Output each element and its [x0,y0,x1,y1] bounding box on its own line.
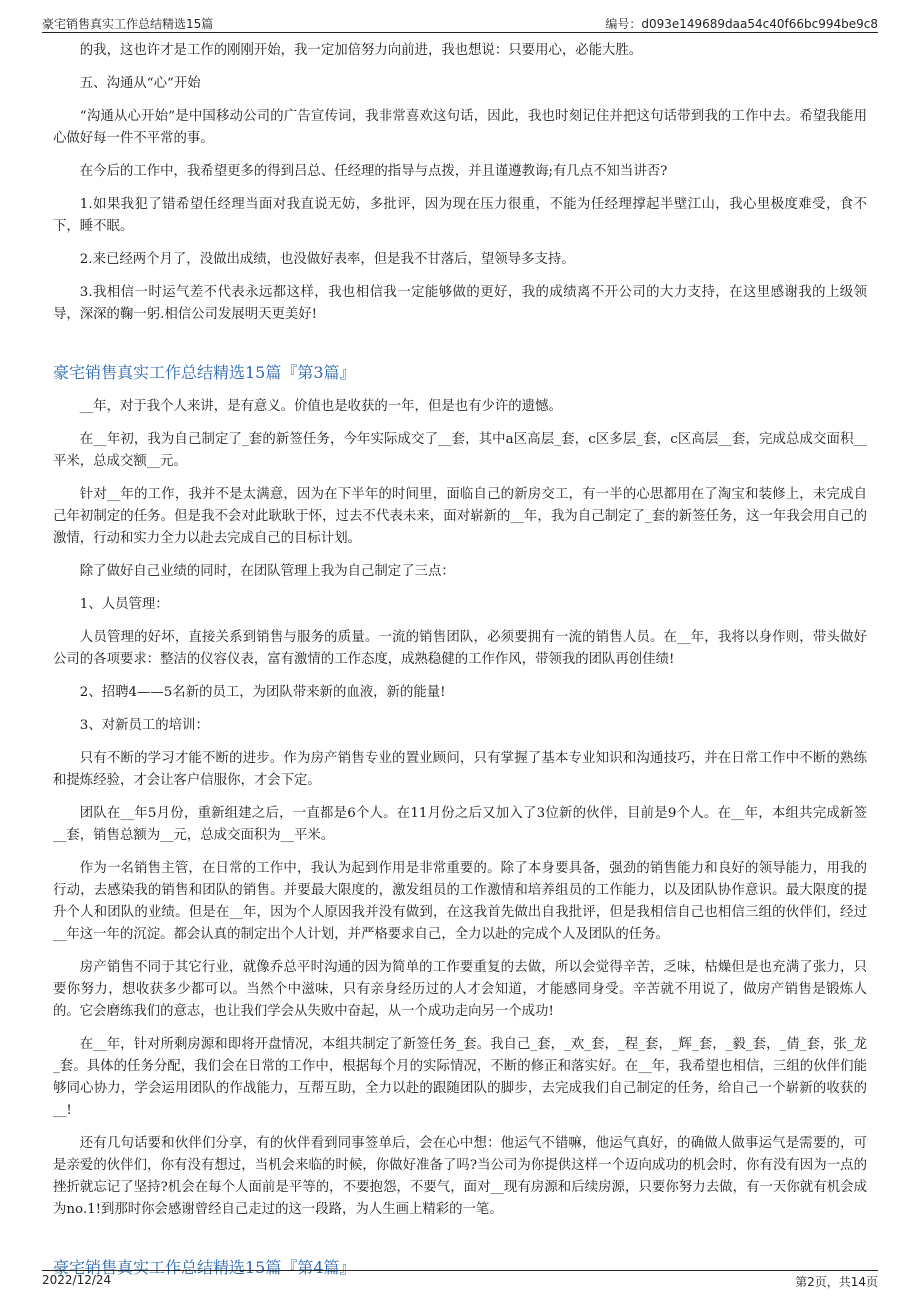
section-heading-4: 豪宅销售真实工作总结精选15篇『第4篇』 [53,1258,356,1277]
paragraph: 在今后的工作中，我希望更多的得到吕总、任经理的指导与点拨，并且谨遵教诲;有几点不知当讲否? [79,164,668,179]
paragraph: 除了做好自己业绩的同时，在团队管理上我为自己制定了三点： [79,564,455,579]
list-item-heading: 2、招聘4——5名新的员工，为团队带来新的血液，新的能量! [79,685,446,700]
list-item-heading: 1、人员管理： [79,597,169,612]
page-number: 第2页，共14页 [795,1275,878,1289]
paragraph: 还有几句话要和伙伴们分享，有的伙伴看到同事签单后，会在心中想：他运气不错嘛，他运气真好，的确做人做事运气是需要的，可是亲爱的伙伴们，你有没有想过，当机会来临的时候，你做好准备了吗?当公司为你提供这样一个迈向成功的机会时，你有没有因为一点的挫折就忘记了坚持?机会在每个人面前是平等的，不要抱怨，不要气，面对__现有房源和后续房源，只要你努力去做，有一天你就有机会成为no.1!到那时你会感谢曾经自己走过的这一段路，为人生画上精彩的一笔。 [53,1136,867,1217]
paragraph: 在__年，针对所剩房源和即将开盘情况，本组共制定了新签任务_套。我自己_套，_欢_套，_程_套，_辉_套，_毅_套，_倩_套，张_龙_套。具体的任务分配，我们会在日常的工作中，根据每个月的实际情况，不断的修正和落实好。在__年，我希望也相信，三组的伙伴们能够同心协力，学会运用团队的作战能力，互帮互助，全力以赴的跟随团队的脚步，去完成我们自己制定的任务，给自己一个崭新的收获的__! [53,1037,867,1118]
paragraph: 人员管理的好坏，直接关系到销售与服务的质量。一流的销售团队，必须要拥有一流的销售人员。在__年，我将以身作则，带头做好公司的各项要求：整洁的仪容仪表，富有激情的工作态度，成熟稳健的工作作风，带领我的团队再创佳绩! [53,630,867,667]
paragraph: “沟通从心开始”是中国移动公司的广告宣传词，我非常喜欢这句话，因此，我也时刻记住并把这句话带到我的工作中去。希望我能用心做好每一件不平常的事。 [53,109,867,146]
paragraph: 3.我相信一时运气差不代表永远都这样，我也相信我一定能够做的更好，我的成绩离不开公司的大力支持，在这里感谢我的上级领导，深深的鞠一躬.相信公司发展明天更美好! [53,285,867,322]
page-header [42,12,878,33]
document-id: 编号：d093e149689daa54c40f66bc994be9c8 [605,17,878,31]
document-body [53,40,867,1291]
section-heading-3: 豪宅销售真实工作总结精选15篇『第3篇』 [53,363,356,382]
document-title: 豪宅销售真实工作总结精选15篇 [42,17,214,31]
paragraph: 1.如果我犯了错希望任经理当面对我直说无妨，多批评，因为现在压力很重，不能为任经理撑起半壁江山，我心里极度难受，食不下，睡不眠。 [53,197,867,234]
paragraph: 只有不断的学习才能不断的进步。作为房产销售专业的置业顾问，只有掌握了基本专业知识和沟通技巧，并在日常工作中不断的熟练和提炼经验，才会让客户信服你，才会下定。 [53,751,867,788]
paragraph: __年，对于我个人来讲，是有意义。价值也是收获的一年，但是也有少许的遗憾。 [79,399,562,414]
paragraph: 团队在__年5月份，重新组建之后，一直都是6个人。在11月份之后又加入了3位新的伙伴，目前是9个人。在__年，本组共完成新签__套，销售总额为__元，总成交面积为__平米。 [53,806,867,843]
paragraph: 2.来已经两个月了，没做出成绩，也没做好表率，但是我不甘落后，望领导多支持。 [79,252,575,267]
paragraph: 房产销售不同于其它行业，就像乔总平时沟通的因为简单的工作要重复的去做，所以会觉得辛苦，乏味，枯燥但是也充满了张力，只要你努力，想收获多少都可以。当然个中滋味，只有亲身经历过的人才会知道，才能感同身受。辛苦就不用说了，做房产销售是锻炼人的。它会磨练我们的意志，也让我们学会从失败中奋起，从一个成功走向另一个成功! [53,960,867,1019]
paragraph: 针对__年的工作，我并不是太满意，因为在下半年的时间里，面临自己的新房交工，有一半的心思都用在了淘宝和装修上，未完成自己年初制定的任务。但是我不会对此耿耿于怀，过去不代表未来，面对崭新的__年，我为自己制定了_套的新签任务，这一年我会用自己的激情，行动和实力全力以赴去完成自己的目标计划。 [53,487,867,546]
list-item-heading: 3、对新员工的培训： [79,718,209,733]
footer-date: 2022/12/24 [42,1273,112,1287]
paragraph: 在__年初，我为自己制定了_套的新签任务，今年实际成交了__套，其中a区高层_套，c区多层_套，c区高层__套，完成总成交面积__平米，总成交额__元。 [53,432,867,469]
page-footer [42,1270,878,1289]
section-subheading: 五、沟通从“心”开始 [79,76,201,91]
paragraph: 作为一名销售主管，在日常的工作中，我认为起到作用是非常重要的。除了本身要具备，强劲的销售能力和良好的领导能力，用我的行动，去感染我的销售和团队的销售。并要最大限度的，激发组员的工作激情和培养组员的工作能力，以及团队协作意识。最大限度的提升个人和团队的业绩。但是在__年，因为个人原因我并没有做到，在这我首先做出自我批评，但是我相信自己也相信三组的伙伴们，经过__年这一年的沉淀。都会认真的制定出个人计划，并严格要求自己，全力以赴的完成个人及团队的任务。 [53,861,867,942]
paragraph: 的我，这也许才是工作的刚刚开始，我一定加倍努力向前进，我也想说：只要用心，必能大胜。 [79,43,643,58]
